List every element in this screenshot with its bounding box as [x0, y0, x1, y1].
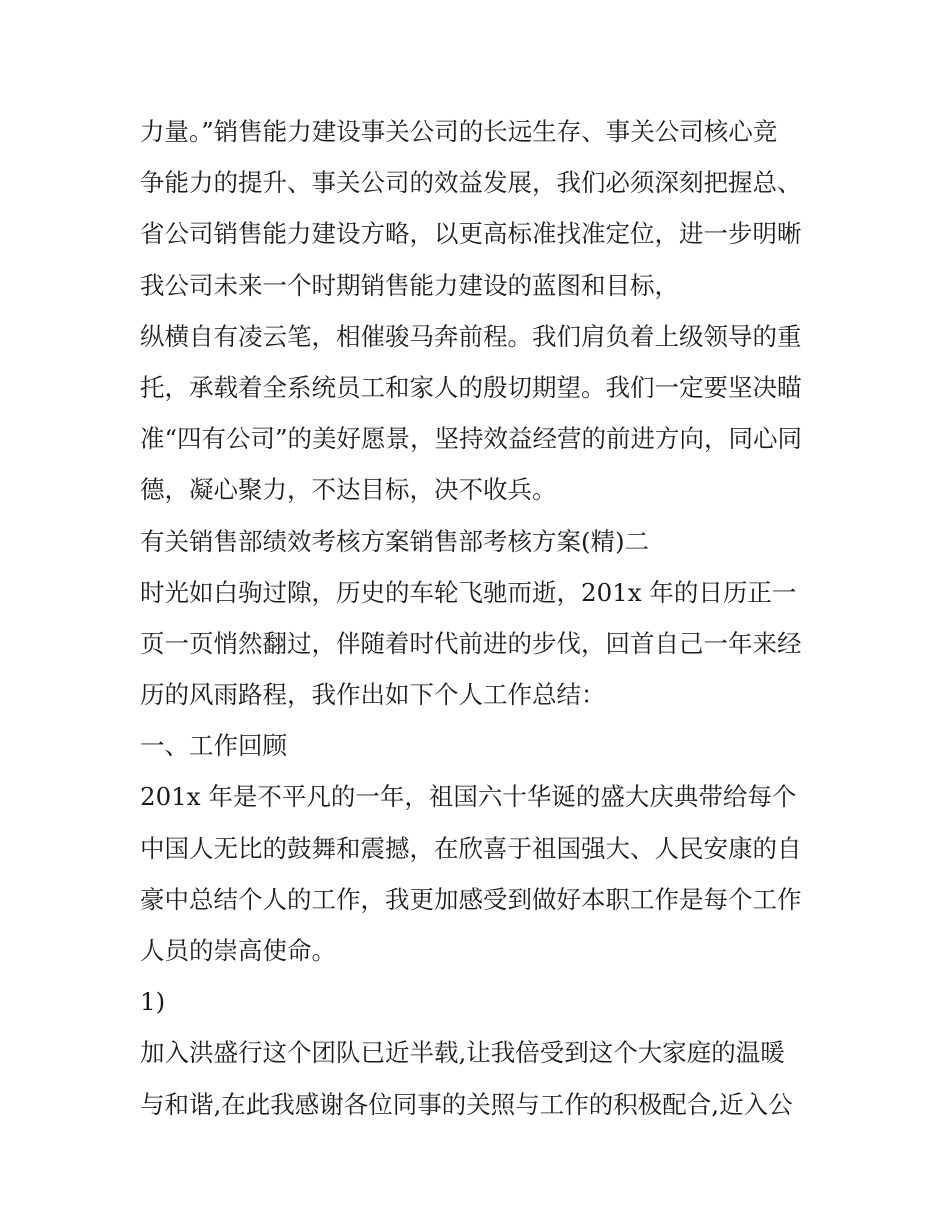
document-body — [140, 106, 820, 1130]
text-line: 201x 年是不平凡的一年，祖国六十华诞的盛大庆典带给每个 — [140, 782, 797, 812]
text-line: 时光如白驹过隙，历史的车轮飞驰而逝，201x 年的日历正一 — [140, 577, 797, 607]
text-line: 纵横自有凌云笔，相催骏马奔前程。我们肩负着上级领导的重 — [140, 321, 802, 351]
text-line: 页一页悄然翻过，伴随着时代前进的步伐，回首自己一年来经 — [140, 628, 802, 658]
text-line: 豪中总结个人的工作，我更加感受到做好本职工作是每个工作 — [140, 884, 802, 914]
text-line: 中国人无比的鼓舞和震撼，在欣喜于祖国强大、人民安康的自 — [140, 833, 802, 863]
text-line: 准“四有公司”的美好愿景，坚持效益经营的前进方向，同心同 — [140, 424, 803, 454]
section-heading: 有关销售部绩效考核方案销售部考核方案(精)二 — [140, 526, 650, 556]
text-line: 托，承载着全系统员工和家人的殷切期望。我们一定要坚决瞄 — [140, 372, 802, 402]
subsection-heading: 一、工作回顾 — [140, 731, 287, 761]
text-line: 力量。”销售能力建设事关公司的长远生存、事关公司核心竞 — [140, 117, 778, 146]
text-line: 我公司未来一个时期销售能力建设的蓝图和目标， — [140, 270, 679, 300]
text-line: 人员的崇高使命。 — [140, 936, 336, 965]
text-line: 省公司销售能力建设方略，以更高标准找准定位，进一步明晰 — [140, 219, 802, 249]
text-line: 历的风雨路程，我作出如下个人工作总结： — [140, 680, 606, 710]
text-line: 德，凝心聚力，不达目标，决不收兵。 — [140, 475, 557, 505]
text-line: 争能力的提升、事关公司的效益发展，我们必须深刻把握总、 — [140, 168, 802, 198]
text-line: 与和谐,在此我感谢各位同事的关照与工作的积极配合,近入公 — [140, 1089, 793, 1119]
list-marker: 1) — [140, 987, 166, 1017]
text-line: 加入洪盛行这个团队已近半载,让我倍受到这个大家庭的温暖 — [140, 1038, 785, 1068]
